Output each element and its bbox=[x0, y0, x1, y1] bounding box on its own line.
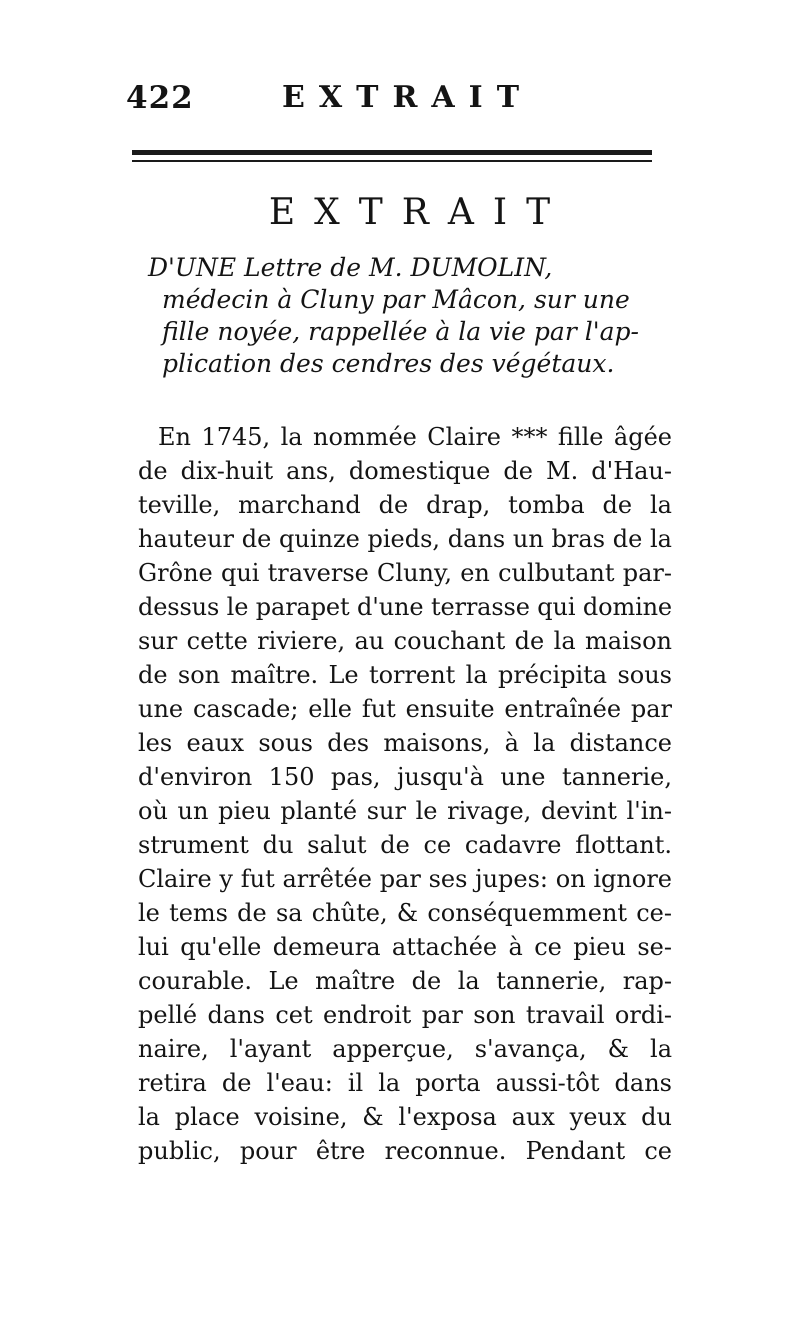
body-line: naire, l'ayant apperçue, s'avança, & la bbox=[138, 1035, 672, 1063]
subtitle-line: plication des cendres des végétaux. bbox=[162, 349, 615, 378]
body-line: sur cette riviere, au couchant de la maison bbox=[138, 627, 672, 655]
body-line: le tems de sa chûte, & conséquemment ce- bbox=[138, 899, 672, 927]
running-head bbox=[122, 74, 662, 118]
body-line: lui qu'elle demeura attachée à ce pieu se- bbox=[138, 933, 672, 961]
body-line: hauteur de quinze pieds, dans un bras de la bbox=[138, 525, 672, 553]
header-rule-thin bbox=[132, 160, 652, 162]
body-line: courable. Le maître de la tannerie, rap- bbox=[138, 967, 672, 995]
article-title: EXTRAIT bbox=[268, 192, 570, 233]
body-line: dessus le parapet d'une terrasse qui domine bbox=[138, 593, 672, 621]
body-line: public, pour être reconnue. Pendant ce bbox=[138, 1137, 672, 1165]
body-line: En 1745, la nommée Claire *** fille âgée bbox=[158, 423, 672, 451]
body-line: Grône qui traverse Cluny, en culbutant par- bbox=[138, 559, 672, 587]
body-line: de son maître. Le torrent la précipita sous bbox=[138, 661, 672, 689]
body-line: où un pieu planté sur le rivage, devint l'in- bbox=[138, 797, 672, 825]
header-rule-thick bbox=[132, 150, 652, 155]
body-line: les eaux sous des maisons, à la distance bbox=[138, 729, 672, 757]
subtitle-line: D'UNE Lettre de M. DUMOLIN, bbox=[148, 253, 553, 282]
subtitle-line: médecin à Cluny par Mâcon, sur une bbox=[162, 285, 630, 314]
body-line: teville, marchand de drap, tomba de la bbox=[138, 491, 672, 519]
body-line: de dix-huit ans, domestique de M. d'Hau- bbox=[138, 457, 672, 485]
page-number: 422 bbox=[126, 80, 194, 116]
body-line: une cascade; elle fut ensuite entraînée par bbox=[138, 695, 672, 723]
body-line: pellé dans cet endroit par son travail ordi- bbox=[138, 1001, 672, 1029]
body-line: d'environ 150 pas, jusqu'à une tannerie, bbox=[138, 763, 672, 791]
body-line: Claire y fut arrêtée par ses jupes: on ignore bbox=[138, 865, 672, 893]
body-line: retira de l'eau: il la porta aussi-tôt dans bbox=[138, 1069, 672, 1097]
body-line: la place voisine, & l'exposa aux yeux du bbox=[138, 1103, 672, 1131]
subtitle-line: fille noyée, rappellée à la vie par l'ap- bbox=[162, 317, 639, 346]
body-line: strument du salut de ce cadavre flottant. bbox=[138, 831, 672, 859]
running-title: EXTRAIT bbox=[282, 80, 534, 115]
